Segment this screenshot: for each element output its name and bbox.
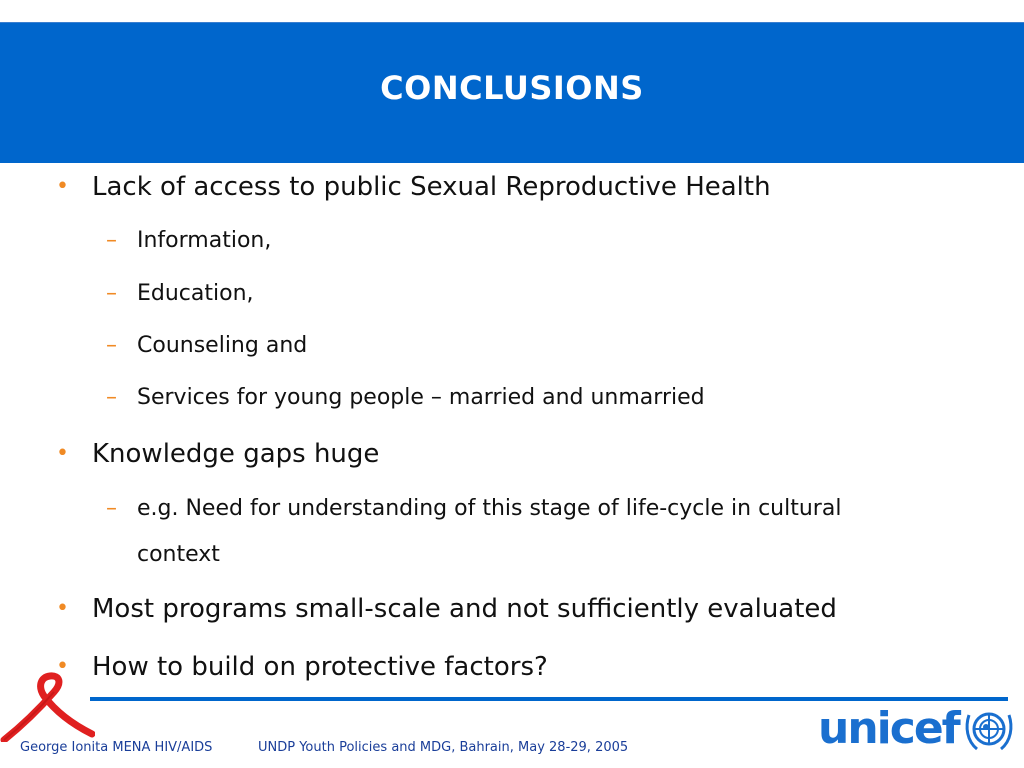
sub-bullet-text: Counseling and <box>137 333 308 358</box>
footer-author: George Ionita MENA HIV/AIDS <box>20 740 213 755</box>
dash-icon: – <box>106 333 117 358</box>
red-ribbon-icon <box>0 672 95 742</box>
title-bar <box>0 22 1024 163</box>
unicef-emblem-icon <box>963 705 1015 753</box>
sub-bullet-item <box>106 375 705 421</box>
sub-bullet-item <box>106 271 254 317</box>
sub-bullet-text: Information, <box>137 228 272 253</box>
slide-title: CONCLUSIONS <box>380 69 644 107</box>
bullet-item <box>56 652 548 682</box>
bullet-dot-icon: • <box>56 654 69 679</box>
sub-bullet-text: Education, <box>137 281 254 306</box>
bullet-dot-icon: • <box>56 441 69 466</box>
sub-bullet-item <box>106 218 271 264</box>
footer-rule <box>90 697 1008 701</box>
bullet-dot-icon: • <box>56 596 69 621</box>
bullet-dot-icon: • <box>56 174 69 199</box>
sub-bullet-text: Services for young people – married and unmarried <box>137 385 705 410</box>
bullet-item <box>56 594 837 624</box>
bullet-item <box>56 439 379 469</box>
dash-icon: – <box>106 228 117 253</box>
unicef-logo <box>818 705 1015 753</box>
unicef-wordmark: unicef <box>818 703 959 754</box>
dash-icon: – <box>106 496 117 521</box>
footer-event: UNDP Youth Policies and MDG, Bahrain, May 28-29, 2005 <box>258 740 629 755</box>
sub-bullet-item <box>106 486 897 578</box>
bullet-item <box>56 172 771 202</box>
sub-bullet-text: e.g. Need for understanding of this stage of life-cycle in cultural context <box>137 496 842 567</box>
dash-icon: – <box>106 385 117 410</box>
sub-bullet-item <box>106 323 307 369</box>
bullet-text: Knowledge gaps huge <box>92 439 380 469</box>
bullet-text: Most programs small-scale and not sufficiently evaluated <box>92 594 837 624</box>
dash-icon: – <box>106 281 117 306</box>
bullet-text: How to build on protective factors? <box>92 652 548 682</box>
bullet-text: Lack of access to public Sexual Reproductive Health <box>92 172 771 202</box>
